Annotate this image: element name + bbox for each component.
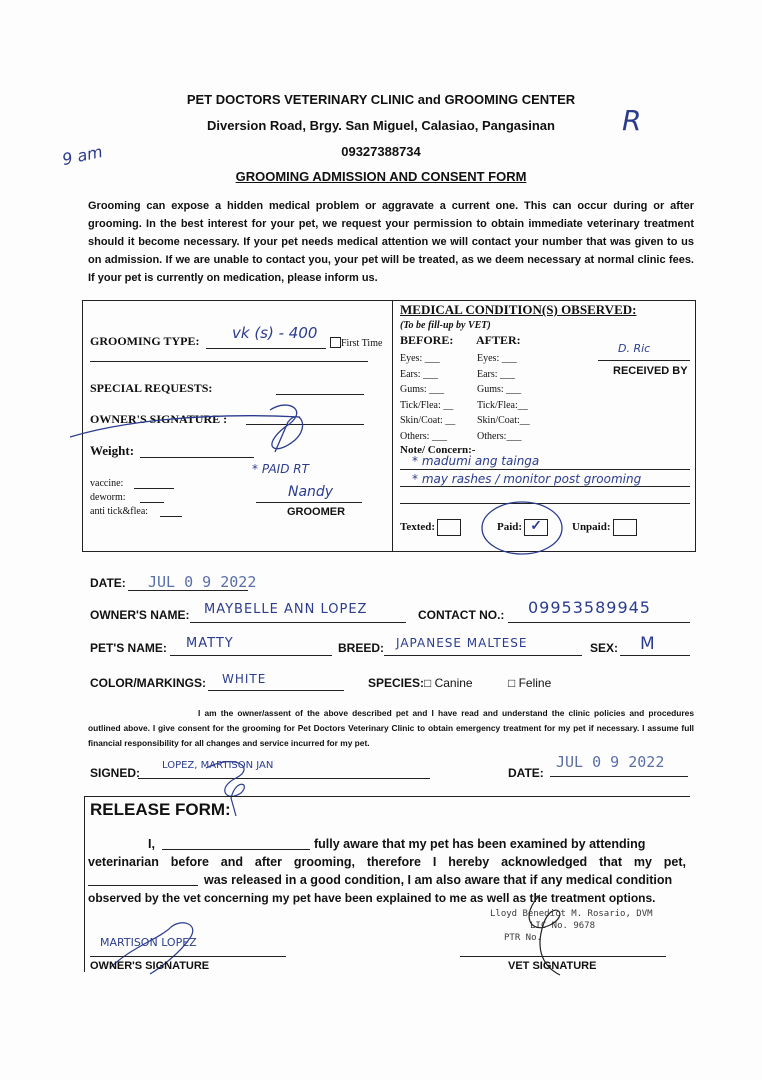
unpaid-field[interactable]: Unpaid: [572,519,637,536]
received-by-signature: D. Ric [618,342,651,355]
breed-label: BREED: [338,641,385,655]
groomer-label: GROOMER [287,506,346,518]
owner-name-label: OWNER'S NAME: [90,608,190,622]
clinic-address: Diversion Road, Brgy. San Miguel, Calasiao, Pangasinan [207,118,555,133]
weight-field[interactable] [140,457,254,458]
time-note: 9 am [60,141,105,170]
clinic-name: PET DOCTORS VETERINARY CLINIC and GROOMING CENTER [186,92,576,107]
texted-checkbox[interactable] [437,519,461,536]
grooming-type-value[interactable]: vk (s) - 400 [232,324,318,342]
signed-label: SIGNED: [90,766,141,780]
groomer-signature: Nandy [288,484,334,500]
release-owner-sig-label: OWNER'S SIGNATURE [90,960,210,972]
release-pet-name-field[interactable] [88,885,198,886]
release-owner-signature: MARTISON LOPEZ [100,936,197,949]
paid-field[interactable]: Paid: ✓ [497,519,548,536]
consent-date-label: DATE: [508,766,544,780]
pet-name-value[interactable]: MATTY [186,636,234,651]
deworm-label: deworm: [90,492,126,503]
species-canine[interactable]: □ Canine [424,676,473,690]
signed-value[interactable]: LOPEZ, MARTISON JAN [162,760,274,771]
medical-title: MEDICAL CONDITION(S) OBSERVED: [400,302,637,317]
pet-name-label: PET'S NAME: [90,641,167,655]
owner-name-value[interactable]: MAYBELLE ANN LOPEZ [204,602,368,617]
species-feline[interactable]: □ Feline [508,676,552,690]
date-stamp[interactable]: JUL 0 9 2022 [148,573,257,591]
sex-value[interactable]: M [640,634,655,654]
note-line-2[interactable]: * may rashes / monitor post grooming [412,472,642,486]
note-label: Note/ Concern:- [400,444,476,456]
vet-stamp: Lloyd Benedict M. Rosario, DVM LIC No. 9678 PTR No. [490,909,653,943]
grooming-type-label: GROOMING TYPE: [90,334,200,348]
breed-value[interactable]: JAPANESE MALTESE [396,636,528,650]
antitick-label: anti tick&flea: [90,506,149,517]
color-label: COLOR/MARKINGS: [90,676,206,690]
texted-field[interactable]: Texted: [400,519,461,536]
date-label: DATE: [90,576,126,590]
paid-note: * PAID RT [252,462,309,476]
before-label: BEFORE: [400,333,454,347]
paid-circle-mark [476,496,572,560]
clinic-phone: 09327388734 [341,144,421,159]
contact-label: CONTACT NO.: [418,608,505,622]
release-title: RELEASE FORM: [90,800,231,819]
first-time-checkbox[interactable] [330,337,341,348]
medical-subtitle: (To be fill-up by VET) [400,320,491,331]
panel-divider [392,300,393,551]
species-label: SPECIES: [368,676,425,690]
corner-mark: R [622,104,642,137]
color-value[interactable]: WHITE [222,672,267,686]
paid-checkbox[interactable]: ✓ [524,519,548,536]
vaccine-label: vaccine: [90,478,124,489]
received-by-label: RECEIVED BY [613,365,688,377]
intro-text: Grooming can expose a hidden medical problem or aggravate a current one. This can occur during or after grooming. In the best interest for your pet, we request your permission to obtain immediate veterinary treatment should it become necessary. If your pet needs medical attention we will contact your number that was given to us on admission. If we are unable to contact you, your pet will be treated, as we deem necessary at normal clinic fees. If your pet is currently on medication, please inform us. [88,200,694,284]
before-rows: Eyes: ___ Ears: ___ Gums: ___ Tick/Flea: __ Skin/Coat: __ Others: ___ [400,353,456,442]
special-requests-label: SPECIAL REQUESTS: [90,381,213,395]
after-label: AFTER: [476,333,521,347]
form-title: GROOMING ADMISSION AND CONSENT FORM [235,169,527,184]
consent-text: I am the owner/assent of the above described pet and I have read and understand the clinic policies and procedures outlined above. I give consent for the grooming for Pet Doctors Veterinary Clinic to obtain emergency treatment for my pet if necessary. I assume full financial responsibility for all changes and service incurred for my pet. [88,708,694,748]
note-line-1[interactable]: * madumi ang tainga [412,454,540,468]
consent-date-stamp[interactable]: JUL 0 9 2022 [556,753,665,771]
release-owner-name-field[interactable] [162,849,310,850]
contact-value[interactable]: 09953589945 [528,598,651,617]
sex-label: SEX: [590,641,619,655]
vet-sig-label: VET SIGNATURE [508,960,597,972]
unpaid-checkbox[interactable] [613,519,637,536]
owner-signature-label: OWNER'S SIGNATURE : [90,412,228,426]
release-body: I, fully aware that my pet has been examined by attending veterinarian before and after grooming, therefore I hereby acknowledged that my pet, was released in a good condition, I am also aware that if any medical condition observed by the vet concerning my pet have been explained to me as well as the treatment options. [88,837,686,905]
weight-label: Weight: [90,443,135,458]
first-time-label: First Time [341,338,383,349]
after-rows: Eyes: ___ Ears: ___ Gums: ___ Tick/Flea:__ Skin/Coat:__ Others:___ [477,353,530,442]
